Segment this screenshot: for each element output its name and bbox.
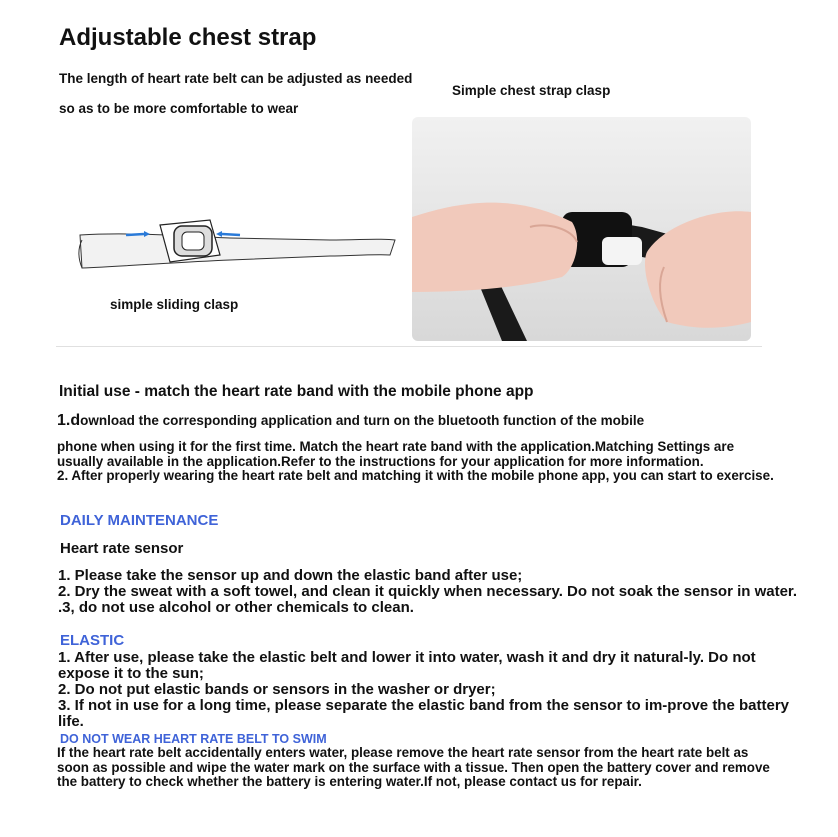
initial-use-heading: Initial use - match the heart rate band with the mobile phone app bbox=[59, 383, 534, 400]
list-item: 1. Please take the sensor up and down the elastic band after use; bbox=[58, 567, 523, 584]
step2-text: 2. After properly wearing the heart rate belt and matching it with the mobile phone app, you can start to exercise. bbox=[57, 468, 774, 483]
clasp-photo-caption: Simple chest strap clasp bbox=[452, 83, 611, 98]
intro-text: The length of heart rate belt can be adjusted as needed so as to be more comfortable to wear bbox=[59, 71, 413, 116]
heart-rate-sensor-heading: Heart rate sensor bbox=[60, 540, 184, 557]
initial-use-step1-line bbox=[57, 412, 644, 430]
chest-strap-clasp-photo bbox=[412, 117, 751, 341]
swim-warning-text: If the heart rate belt accidentally enters water, please remove the heart rate sensor from the heart rate belt as soon as possible and wipe the water mark on the surface with a tissue. Then open the battery cover and remove the battery to check whether the battery is entering water.If not, please contact us for repair. bbox=[57, 745, 770, 789]
elastic-heading: ELASTIC bbox=[60, 632, 125, 649]
list-item: 1. After use, please take the elastic belt and lower it into water, wash it and dry it natural-ly. Do not expose it to the sun; bbox=[58, 649, 756, 682]
step1-number: 1.d bbox=[57, 412, 81, 429]
list-item: 2. Do not put elastic bands or sensors in the washer or dryer; bbox=[58, 681, 496, 698]
sliding-clasp-illustration bbox=[70, 210, 400, 280]
section-divider bbox=[56, 346, 762, 347]
swim-warning-heading: DO NOT WEAR HEART RATE BELT TO SWIM bbox=[60, 732, 327, 746]
sliding-clasp-caption: simple sliding clasp bbox=[110, 297, 239, 312]
sensor-care-list bbox=[58, 568, 798, 616]
daily-maintenance-heading: DAILY MAINTENANCE bbox=[60, 512, 219, 529]
list-item: 2. Dry the sweat with a soft towel, and clean it quickly when necessary. Do not soak the sensor in water. bbox=[58, 583, 798, 600]
elastic-care-list bbox=[58, 650, 798, 730]
list-item: 3. If not in use for a long time, please separate the elastic band from the sensor to im-prove the battery life. bbox=[58, 697, 790, 730]
initial-use-steps bbox=[57, 440, 777, 484]
page-title: Adjustable chest strap bbox=[59, 24, 317, 51]
step1-continuation: phone when using it for the first time. Match the heart rate band with the application.Matching Settings are usually available in the application.Refer to the instructions for your application for more information. bbox=[57, 439, 735, 469]
step1-text: ownload the corresponding application and turn on the bluetooth function of the mobile bbox=[80, 413, 645, 428]
list-item: .3, do not use alcohol or other chemicals to clean. bbox=[58, 599, 414, 616]
